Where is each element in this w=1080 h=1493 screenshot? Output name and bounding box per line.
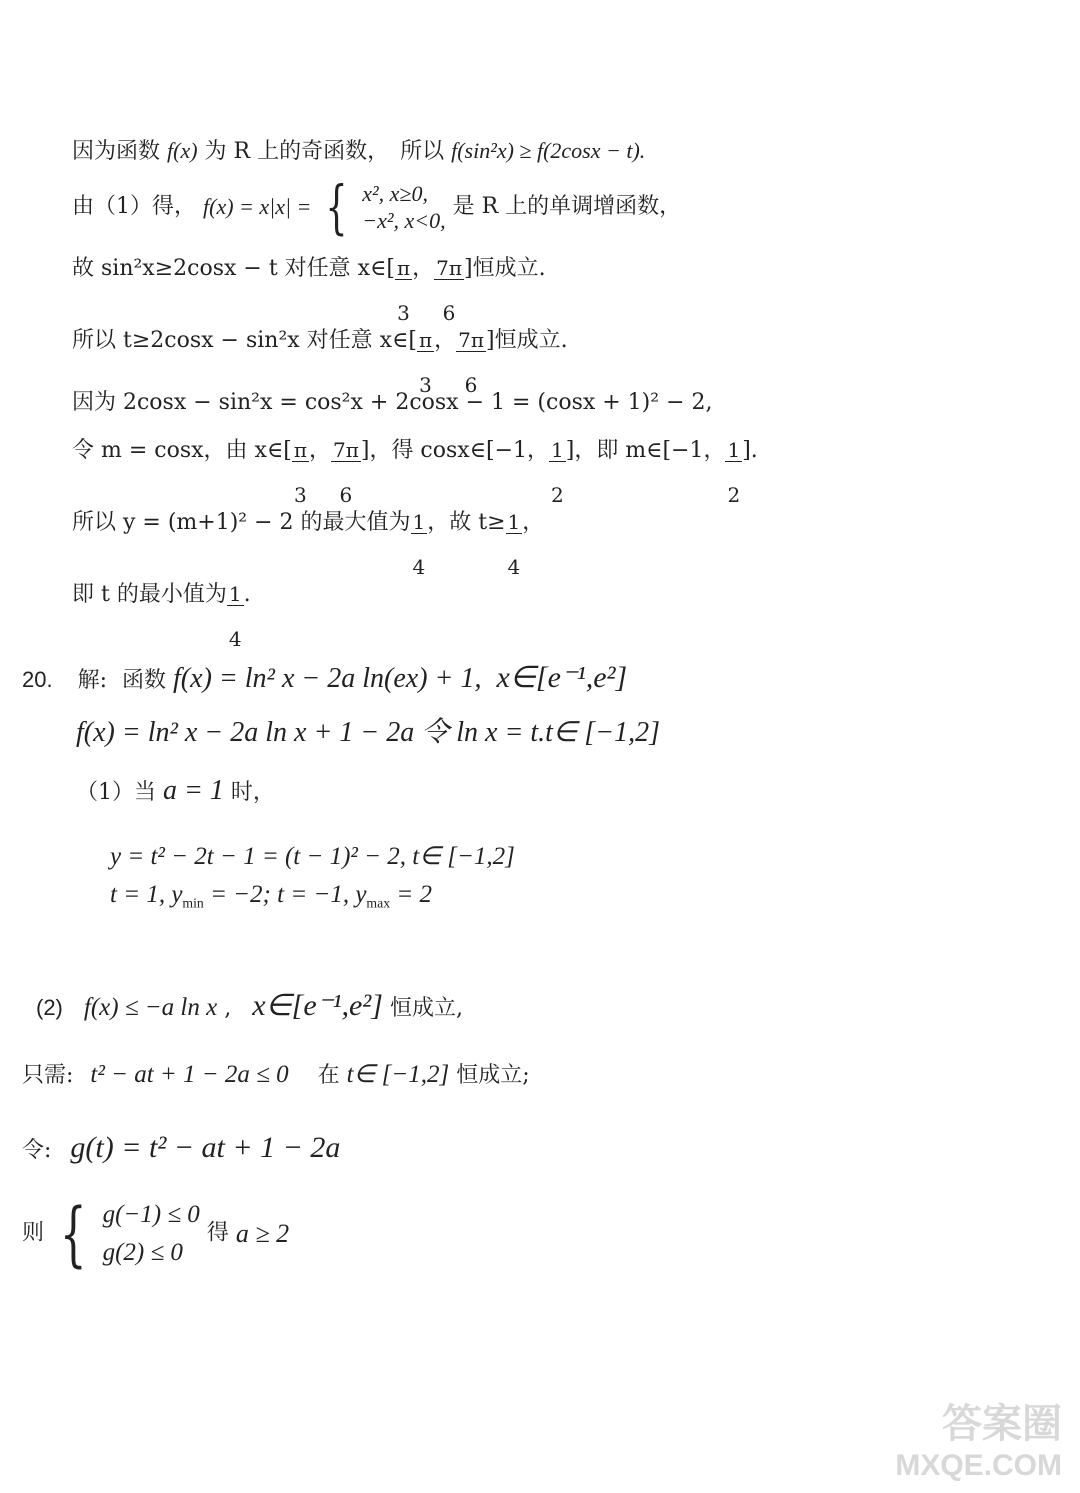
text: 即 t 的最小值为 [72,582,227,607]
numerator: 1 [507,510,521,534]
numerator: 7π [332,438,359,462]
numerator: 1 [412,510,426,534]
s20-part2 [36,988,463,1024]
separator: ， [412,256,435,281]
fraction [292,438,309,507]
s19-line4 [72,328,568,397]
watermark-logo [895,1392,1062,1483]
text: ，故 t≥ [427,510,506,535]
text: 得 [206,1220,229,1246]
math-part: t = 1, y [110,881,183,908]
watermark-line2: MXQE.COM [895,1449,1062,1482]
text: 令 m = cosx，由 x∈[ [72,438,292,463]
watermark-line1: 答案圈 [942,1402,1062,1446]
s20-eq1 [110,842,515,872]
math: t∈ [−1,2] [346,1061,450,1088]
s19-line6 [72,438,758,507]
math: f(x) = ln² x − 2a ln(ex) + 1, [173,663,482,694]
text: 则 [22,1220,45,1246]
s20-then [22,1192,290,1275]
numerator: 1 [228,582,242,606]
text: 故 sin²x≥2cosx − t 对任意 x∈[ [72,256,395,281]
denominator: 6 [464,373,478,397]
denominator: 4 [412,555,426,579]
math: x∈[e⁻¹,e²] [496,661,628,694]
math: t² − at + 1 − 2a ≤ 0 [90,1061,289,1088]
math: f(x) ≤ −a ln x [83,994,218,1021]
denominator: 4 [228,627,242,651]
s20-line1 [22,660,627,696]
numerator: 1 [727,438,741,462]
math: f(x) [167,138,198,163]
text: . [243,582,251,607]
text: 恒成立, [389,996,463,1021]
s19-line2 [72,173,682,241]
text: 时， [230,780,275,805]
text: (2) [36,995,63,1020]
text: ]，得 cosx∈[−1， [360,438,549,463]
math: f(sin²x) ≥ f(2cosx − t). [451,138,646,163]
s19-line8 [72,582,251,651]
s20-need [22,1060,530,1090]
text: （1）当 [76,780,156,805]
denominator: 3 [419,373,432,397]
brace-icon: { [59,1192,87,1275]
text: ]. [742,438,758,463]
conditions [103,1196,200,1271]
text: 是 R 上的单调增函数， [452,193,682,219]
denominator: 6 [339,483,353,507]
denominator: 2 [551,483,564,507]
text: , [224,996,232,1021]
s20-eq2 [110,880,432,912]
s19-line1 [72,138,645,165]
brace-icon: { [325,173,348,241]
piecewise [362,180,445,235]
s19-line7 [72,510,545,579]
separator: ， [308,438,331,463]
fraction [549,438,566,507]
text: 因为函数 [72,139,161,164]
text: ]，即 m∈[−1， [565,438,726,463]
separator: ， [434,328,457,353]
problem-number: 20. [22,667,53,692]
text: 所以 t≥2cosx − sin²x 对任意 x∈[ [72,328,417,353]
text: ]恒成立. [485,328,568,353]
text: 在 [317,1063,340,1088]
text: 令: [22,1138,52,1163]
denominator: 4 [507,555,521,579]
subscript: max [366,895,391,911]
text: ， [522,510,545,535]
fraction [417,328,434,397]
text: 函数 [122,668,167,693]
s20-let [22,1130,340,1166]
math: g(t) = t² − at + 1 − 2a [70,1131,341,1164]
math-part: = 2 [390,881,432,908]
math: f(x) = x|x| = [203,193,312,219]
text: 所以 y = (m+1)² − 2 的最大值为 [72,510,411,535]
math: y = t² − 2t − 1 = (t − 1)² − 2, t∈ [−1,2] [110,843,515,870]
fraction [506,510,523,579]
text: 只需: [22,1063,74,1088]
text: ]恒成立. [463,256,546,281]
numerator: 7π [458,328,484,352]
text: 由（1）得， [72,193,196,219]
numerator: π [396,256,411,280]
text: 恒成立; [456,1063,530,1088]
s19-line3 [72,256,546,325]
fraction [331,438,361,507]
case-1: x², x≥0, [362,180,428,206]
numerator: 7π [436,256,462,280]
text: 为 R 上的奇函数， 所以 [204,139,445,164]
fraction [411,510,428,579]
math [110,881,432,911]
s20-line2 [76,716,660,750]
s19-line5 [72,390,713,416]
math: x∈[e⁻¹,e²] [252,989,383,1022]
fraction [395,256,412,325]
case-2: −x², x<0, [362,208,446,233]
numerator: π [293,438,307,462]
denominator: 6 [442,301,456,325]
math: f(x) = ln² x − 2a ln x + 1 − 2a 令 ln x = t.t∈ [−1,2] [76,717,660,748]
fraction [456,328,486,397]
fraction [227,582,244,651]
numerator: π [418,328,433,352]
denominator: 3 [294,483,307,507]
math-part: = −2; t = −1, y [203,881,367,908]
condition-1: g(−1) ≤ 0 [102,1201,200,1228]
s20-part1 [76,774,275,808]
text: 因为 2cosx − sin²x = cos²x + 2cosx − 1 = (cosx + 1)² − 2, [72,390,713,415]
solution-label: 解: [77,668,108,693]
subscript: min [182,895,204,911]
fraction [434,256,464,325]
condition-2: g(2) ≤ 0 [102,1238,183,1266]
denominator: 2 [727,483,741,507]
math: a = 1 [163,775,224,806]
math: a ≥ 2 [235,1218,290,1248]
numerator: 1 [551,438,564,462]
denominator: 3 [397,301,410,325]
fraction [725,438,742,507]
